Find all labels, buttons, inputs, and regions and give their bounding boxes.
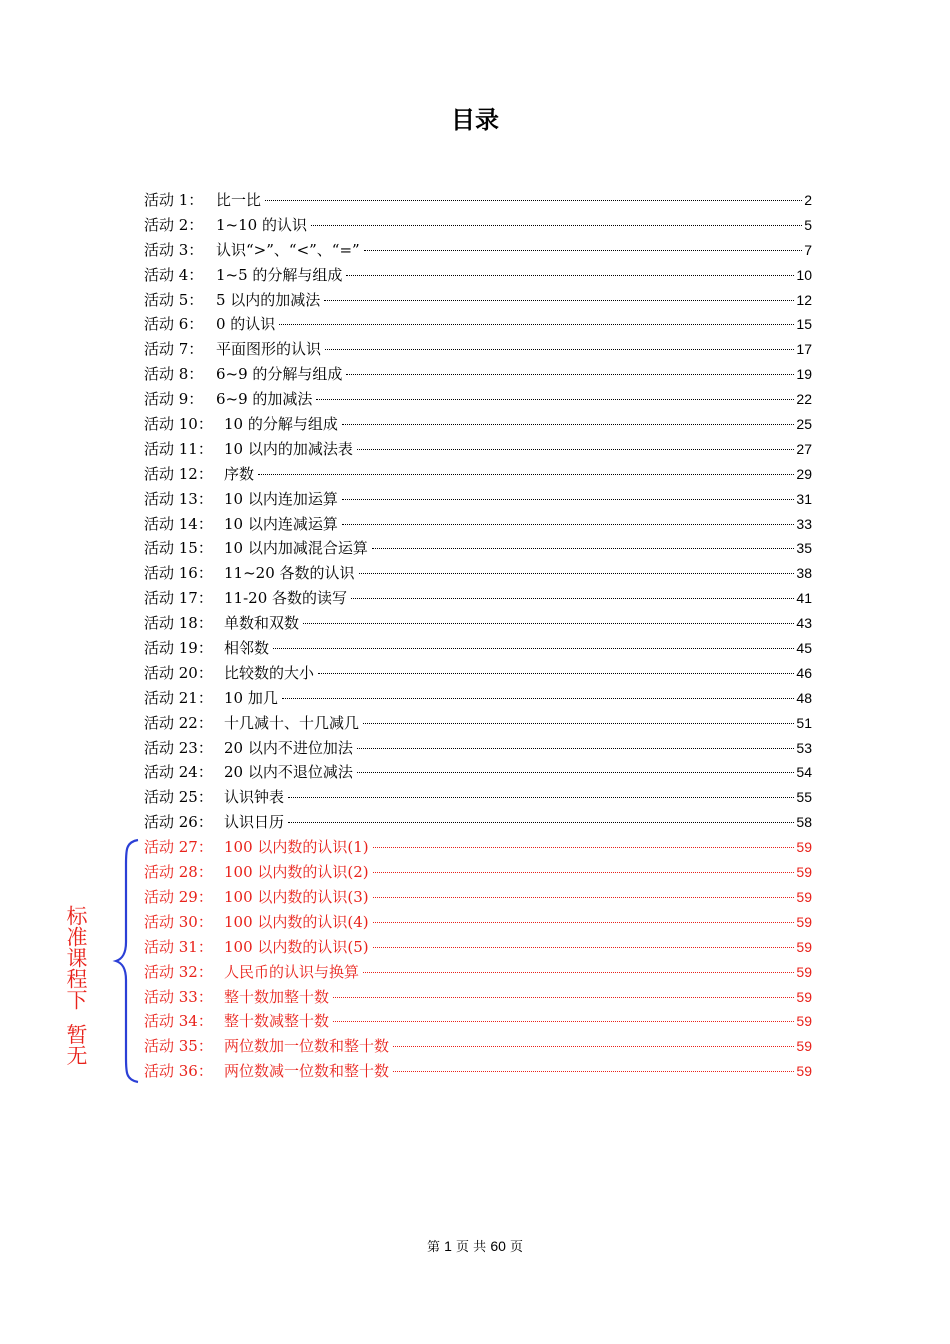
toc-entry-label: 活动 3：: [144, 240, 204, 259]
toc-entry-label: 活动 23：: [144, 738, 213, 757]
toc-entry-title: 10 以内连加运算: [224, 489, 338, 508]
toc-entry-title: 5 以内的加减法: [216, 290, 321, 309]
toc-entry-label: 活动 20：: [144, 663, 213, 682]
toc-entry[interactable]: [144, 810, 812, 835]
toc-leader-dots: [311, 225, 802, 226]
toc-entry-label: 活动 32：: [144, 962, 213, 981]
toc-leader-dots: [342, 499, 795, 500]
toc-entry-title: 序数: [224, 464, 255, 483]
toc-entry-label: 活动 10：: [144, 415, 213, 434]
toc-entry-title: 0 的认识: [216, 315, 276, 334]
page-footer: [0, 1236, 950, 1255]
toc-leader-dots: [318, 673, 794, 674]
toc-entry-title: 认识“>”、“<”、“=”: [216, 240, 360, 259]
toc-leader-dots: [373, 947, 795, 948]
toc-entry[interactable]: [144, 312, 812, 337]
toc-entry-label: 活动 35：: [144, 1037, 213, 1056]
toc-entry[interactable]: [144, 985, 812, 1010]
toc-entry-page: 59: [796, 988, 812, 1005]
toc-entry[interactable]: [144, 885, 812, 910]
toc-leader-dots: [359, 573, 795, 574]
toc-entry[interactable]: [144, 1009, 812, 1034]
toc-leader-dots: [279, 324, 794, 325]
toc-entry-title: 100 以内数的认识(3): [224, 887, 369, 906]
toc-entry-label: 活动 26：: [144, 813, 213, 832]
toc-leader-dots: [363, 972, 794, 973]
toc-entry-label: 活动 9：: [144, 390, 204, 409]
toc-entry-label: 活动 25：: [144, 788, 213, 807]
toc-entry[interactable]: [144, 412, 812, 437]
footer-middle: 页 共: [456, 1240, 487, 1255]
toc-entry-page: 27: [796, 440, 812, 457]
toc-entry-label: 活动 22：: [144, 713, 213, 732]
toc-entry[interactable]: [144, 586, 812, 611]
toc-entry-page: 59: [796, 938, 812, 955]
toc-entry-page: 59: [796, 1038, 812, 1055]
toc-leader-dots: [373, 872, 795, 873]
toc-entry-title: 20 以内不进位加法: [224, 738, 353, 757]
toc-entry-label: 活动 5：: [144, 290, 204, 309]
toc-entry-page: 41: [796, 590, 812, 607]
toc-leader-dots: [393, 1071, 794, 1072]
table-of-contents: [144, 188, 812, 1084]
toc-entry[interactable]: [144, 636, 812, 661]
toc-entry-label: 活动 2：: [144, 215, 204, 234]
toc-entry-label: 活动 7：: [144, 340, 204, 359]
toc-entry-label: 活动 28：: [144, 863, 213, 882]
toc-leader-dots: [316, 399, 794, 400]
toc-entry[interactable]: [144, 760, 812, 785]
toc-entry-page: 59: [796, 839, 812, 856]
toc-entry-label: 活动 19：: [144, 639, 213, 658]
toc-leader-dots: [273, 648, 794, 649]
toc-entry-title: 认识日历: [224, 813, 285, 832]
toc-entry-title: 10 的分解与组成: [224, 415, 338, 434]
toc-entry-page: 15: [796, 316, 812, 333]
toc-entry-title: 11~20 各数的认识: [224, 564, 355, 583]
toc-entry[interactable]: [144, 362, 812, 387]
toc-leader-dots: [342, 424, 795, 425]
toc-entry-page: 43: [796, 615, 812, 632]
toc-entry-title: 6~9 的加减法: [216, 390, 313, 409]
toc-entry-title: 整十数加整十数: [224, 987, 330, 1006]
toc-entry-label: 活动 29：: [144, 887, 213, 906]
toc-entry-title: 比较数的大小: [224, 663, 315, 682]
toc-entry-title: 相邻数: [224, 639, 270, 658]
toc-entry[interactable]: [144, 238, 812, 263]
toc-entry[interactable]: [144, 860, 812, 885]
toc-entry[interactable]: [144, 337, 812, 362]
toc-entry-page: 59: [796, 1013, 812, 1030]
toc-entry-page: 19: [796, 366, 812, 383]
toc-entry[interactable]: [144, 188, 812, 213]
toc-entry-page: 59: [796, 864, 812, 881]
toc-entry[interactable]: [144, 263, 812, 288]
toc-entry-page: 59: [796, 913, 812, 930]
toc-entry[interactable]: [144, 686, 812, 711]
toc-entry-title: 两位数加一位数和整十数: [224, 1037, 390, 1056]
toc-leader-dots: [372, 548, 795, 549]
toc-leader-dots: [373, 897, 795, 898]
toc-entry-title: 6~9 的分解与组成: [216, 365, 343, 384]
toc-entry-title: 人民币的认识与换算: [224, 962, 360, 981]
toc-entry-page: 2: [804, 192, 812, 208]
toc-entry-label: 活动 4：: [144, 265, 204, 284]
toc-leader-dots: [303, 623, 794, 624]
toc-entry-page: 22: [796, 391, 812, 408]
toc-entry-page: 59: [796, 963, 812, 980]
toc-entry[interactable]: [144, 711, 812, 736]
toc-entry-page: 53: [796, 739, 812, 756]
toc-entry-page: 51: [796, 714, 812, 731]
toc-leader-dots: [265, 200, 802, 201]
toc-leader-dots: [333, 997, 794, 998]
toc-leader-dots: [333, 1021, 794, 1022]
toc-entry[interactable]: [144, 736, 812, 761]
toc-entry[interactable]: [144, 935, 812, 960]
toc-entry-title: 1~5 的分解与组成: [216, 265, 343, 284]
toc-entry[interactable]: [144, 288, 812, 313]
toc-entry-page: 31: [796, 490, 812, 507]
toc-entry[interactable]: [144, 910, 812, 935]
toc-entry-title: 比一比: [216, 191, 262, 209]
toc-entry-title: 两位数减一位数和整十数: [224, 1062, 390, 1081]
toc-leader-dots: [346, 275, 794, 276]
toc-leader-dots: [288, 822, 794, 823]
toc-entry-page: 59: [796, 888, 812, 905]
toc-entry-label: 活动 34：: [144, 1012, 213, 1031]
toc-entry-page: 33: [796, 515, 812, 532]
footer-prefix: 第: [426, 1240, 440, 1255]
toc-leader-dots: [393, 1046, 794, 1047]
toc-entry[interactable]: [144, 1034, 812, 1059]
toc-leader-dots: [288, 797, 794, 798]
toc-entry-page: 59: [796, 1063, 812, 1080]
toc-leader-dots: [342, 524, 795, 525]
toc-entry-label: 活动 36：: [144, 1062, 213, 1081]
toc-entry[interactable]: [144, 437, 812, 462]
toc-entry-title: 单数和双数: [224, 614, 300, 633]
toc-leader-dots: [364, 250, 802, 251]
toc-entry-page: 58: [796, 814, 812, 831]
toc-entry[interactable]: [144, 561, 812, 586]
toc-entry-title: 1~10 的认识: [216, 215, 307, 234]
toc-entry-label: 活动 18：: [144, 614, 213, 633]
toc-entry-label: 活动 8：: [144, 365, 204, 384]
toc-entry-title: 100 以内数的认识(2): [224, 863, 369, 882]
toc-entry-label: 活动 13：: [144, 489, 213, 508]
toc-entry-title: 平面图形的认识: [216, 340, 322, 359]
toc-entry-label: 活动 6：: [144, 315, 204, 334]
toc-entry-title: 10 加几: [224, 688, 278, 707]
toc-leader-dots: [282, 698, 795, 699]
toc-entry-title: 100 以内数的认识(1): [224, 838, 369, 857]
toc-leader-dots: [325, 349, 794, 350]
toc-entry-label: 活动 15：: [144, 539, 213, 558]
toc-entry-page: 5: [804, 216, 812, 233]
toc-entry-title: 20 以内不退位减法: [224, 763, 353, 782]
toc-entry[interactable]: [144, 1059, 812, 1084]
toc-leader-dots: [363, 723, 794, 724]
toc-leader-dots: [357, 772, 795, 773]
toc-leader-dots: [373, 922, 795, 923]
toc-entry-label: 活动 24：: [144, 763, 213, 782]
toc-entry-label: 活动 17：: [144, 589, 213, 608]
toc-entry[interactable]: [144, 960, 812, 985]
toc-entry-label: 活动 31：: [144, 937, 213, 956]
toc-entry-label: 活动 14：: [144, 514, 213, 533]
toc-entry-page: 46: [796, 664, 812, 681]
toc-entry-label: 活动 33：: [144, 987, 213, 1006]
toc-entry-title: 11-20 各数的读写: [224, 589, 348, 608]
footer-page-number: 1: [444, 1238, 452, 1254]
toc-leader-dots: [357, 748, 795, 749]
toc-leader-dots: [351, 598, 794, 599]
toc-entry-label: 活动 27：: [144, 838, 213, 857]
toc-entry-page: 12: [796, 291, 812, 308]
toc-entry[interactable]: [144, 536, 812, 561]
toc-leader-dots: [346, 374, 794, 375]
toc-entry-label: 活动 30：: [144, 912, 213, 931]
toc-leader-dots: [324, 300, 794, 301]
toc-entry[interactable]: [144, 213, 812, 238]
toc-entry-title: 10 以内的加减法表: [224, 439, 353, 458]
toc-entry-title: 100 以内数的认识(4): [224, 912, 369, 931]
toc-entry-label: 活动 16：: [144, 564, 213, 583]
toc-entry[interactable]: [144, 835, 812, 860]
curly-brace-icon: [112, 838, 142, 1084]
toc-entry[interactable]: [144, 487, 812, 512]
footer-total-pages: 60: [490, 1238, 506, 1254]
toc-entry[interactable]: [144, 387, 812, 412]
toc-entry-page: 29: [796, 465, 812, 482]
toc-leader-dots: [357, 449, 795, 450]
toc-entry-label: 活动 12：: [144, 464, 213, 483]
toc-entry[interactable]: [144, 611, 812, 636]
toc-entry-page: 17: [796, 341, 812, 358]
toc-leader-dots: [258, 474, 794, 475]
toc-entry-title: 认识钟表: [224, 788, 285, 807]
toc-entry[interactable]: [144, 462, 812, 487]
toc-entry-title: 十几减十、十几减几: [224, 713, 360, 732]
toc-entry-page: 10: [796, 266, 812, 283]
toc-leader-dots: [373, 847, 795, 848]
toc-entry-page: 45: [796, 640, 812, 657]
toc-entry[interactable]: [144, 661, 812, 686]
toc-entry-page: 7: [804, 241, 812, 258]
toc-entry-title: 整十数减整十数: [224, 1012, 330, 1031]
toc-entry[interactable]: [144, 512, 812, 537]
toc-entry-label: 活动 1：: [144, 191, 204, 209]
side-note: 标准课程下 暂无: [64, 905, 88, 1066]
toc-entry-page: 25: [796, 416, 812, 433]
toc-entry-title: 100 以内数的认识(5): [224, 937, 369, 956]
toc-entry-label: 活动 11：: [144, 439, 213, 458]
toc-entry-page: 48: [796, 689, 812, 706]
footer-suffix: 页: [510, 1240, 524, 1255]
toc-entry-page: 54: [796, 764, 812, 781]
toc-entry-title: 10 以内加减混合运算: [224, 539, 368, 558]
toc-entry-page: 35: [796, 540, 812, 557]
toc-entry-page: 55: [796, 789, 812, 806]
toc-entry[interactable]: [144, 785, 812, 810]
toc-entry-label: 活动 21：: [144, 688, 213, 707]
toc-entry-title: 10 以内连减运算: [224, 514, 338, 533]
page-title: 目录: [451, 106, 499, 134]
toc-entry-page: 38: [796, 565, 812, 582]
